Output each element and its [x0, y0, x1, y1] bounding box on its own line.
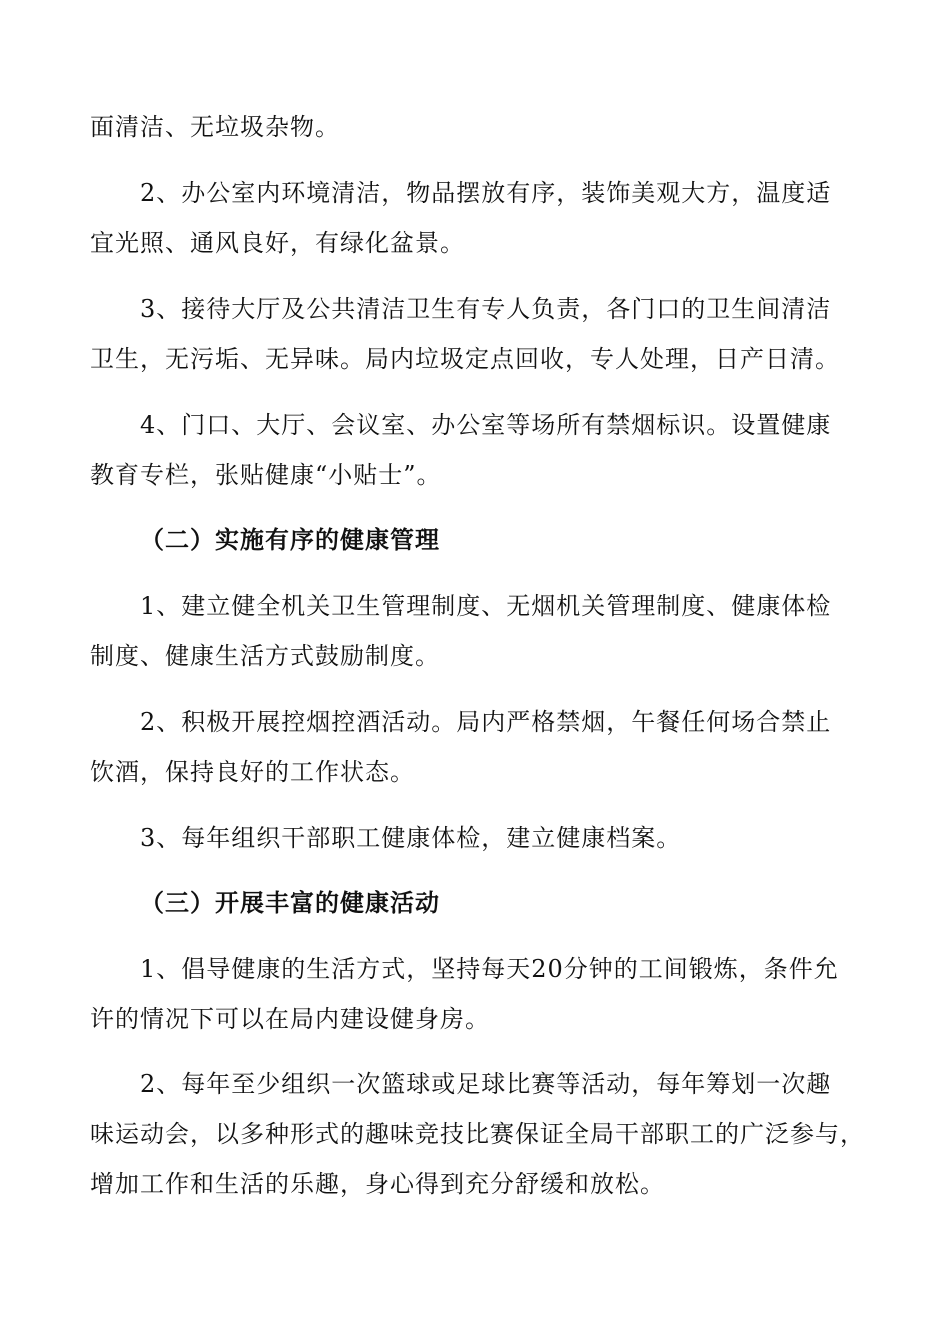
paragraph-line: 制度、健康生活方式鼓励制度。 — [90, 642, 440, 670]
section-heading: （三）开展丰富的健康活动 — [140, 889, 440, 917]
paragraph-line: 面清洁、无垃圾杂物。 — [90, 113, 340, 141]
paragraph-line: 味运动会，以多种形式的趣味竞技比赛保证全局干部职工的广泛参与， — [90, 1120, 865, 1148]
paragraph-line: 教育专栏，张贴健康“小贴士”。 — [90, 461, 442, 489]
paragraph-line: 2、每年至少组织一次篮球或足球比赛等活动，每年筹划一次趣 — [140, 1070, 832, 1098]
paragraph-line: 许的情况下可以在局内建设健身房。 — [90, 1005, 490, 1033]
paragraph-line: 4、门口、大厅、会议室、办公室等场所有禁烟标识。设置健康 — [140, 411, 832, 439]
paragraph-line: 2、积极开展控烟控酒活动。局内严格禁烟，午餐任何场合禁止 — [140, 708, 832, 736]
paragraph-line: 2、办公室内环境清洁，物品摆放有序，装饰美观大方，温度适 — [140, 179, 832, 207]
paragraph-line: 卫生，无污垢、无异味。局内垃圾定点回收，专人处理，日产日清。 — [90, 345, 840, 373]
paragraph-line: 3、每年组织干部职工健康体检，建立健康档案。 — [140, 824, 682, 852]
section-heading: （二）实施有序的健康管理 — [140, 526, 440, 554]
paragraph-line: 3、接待大厅及公共清洁卫生有专人负责，各门口的卫生间清洁 — [140, 295, 832, 323]
paragraph-line: 1、倡导健康的生活方式，坚持每天20分钟的工间锻炼，条件允 — [140, 955, 839, 983]
paragraph-line: 1、建立健全机关卫生管理制度、无烟机关管理制度、健康体检 — [140, 592, 832, 620]
paragraph-line: 饮酒，保持良好的工作状态。 — [90, 758, 415, 786]
paragraph-line: 宜光照、通风良好，有绿化盆景。 — [90, 229, 465, 257]
paragraph-line: 增加工作和生活的乐趣，身心得到充分舒缓和放松。 — [90, 1170, 665, 1198]
